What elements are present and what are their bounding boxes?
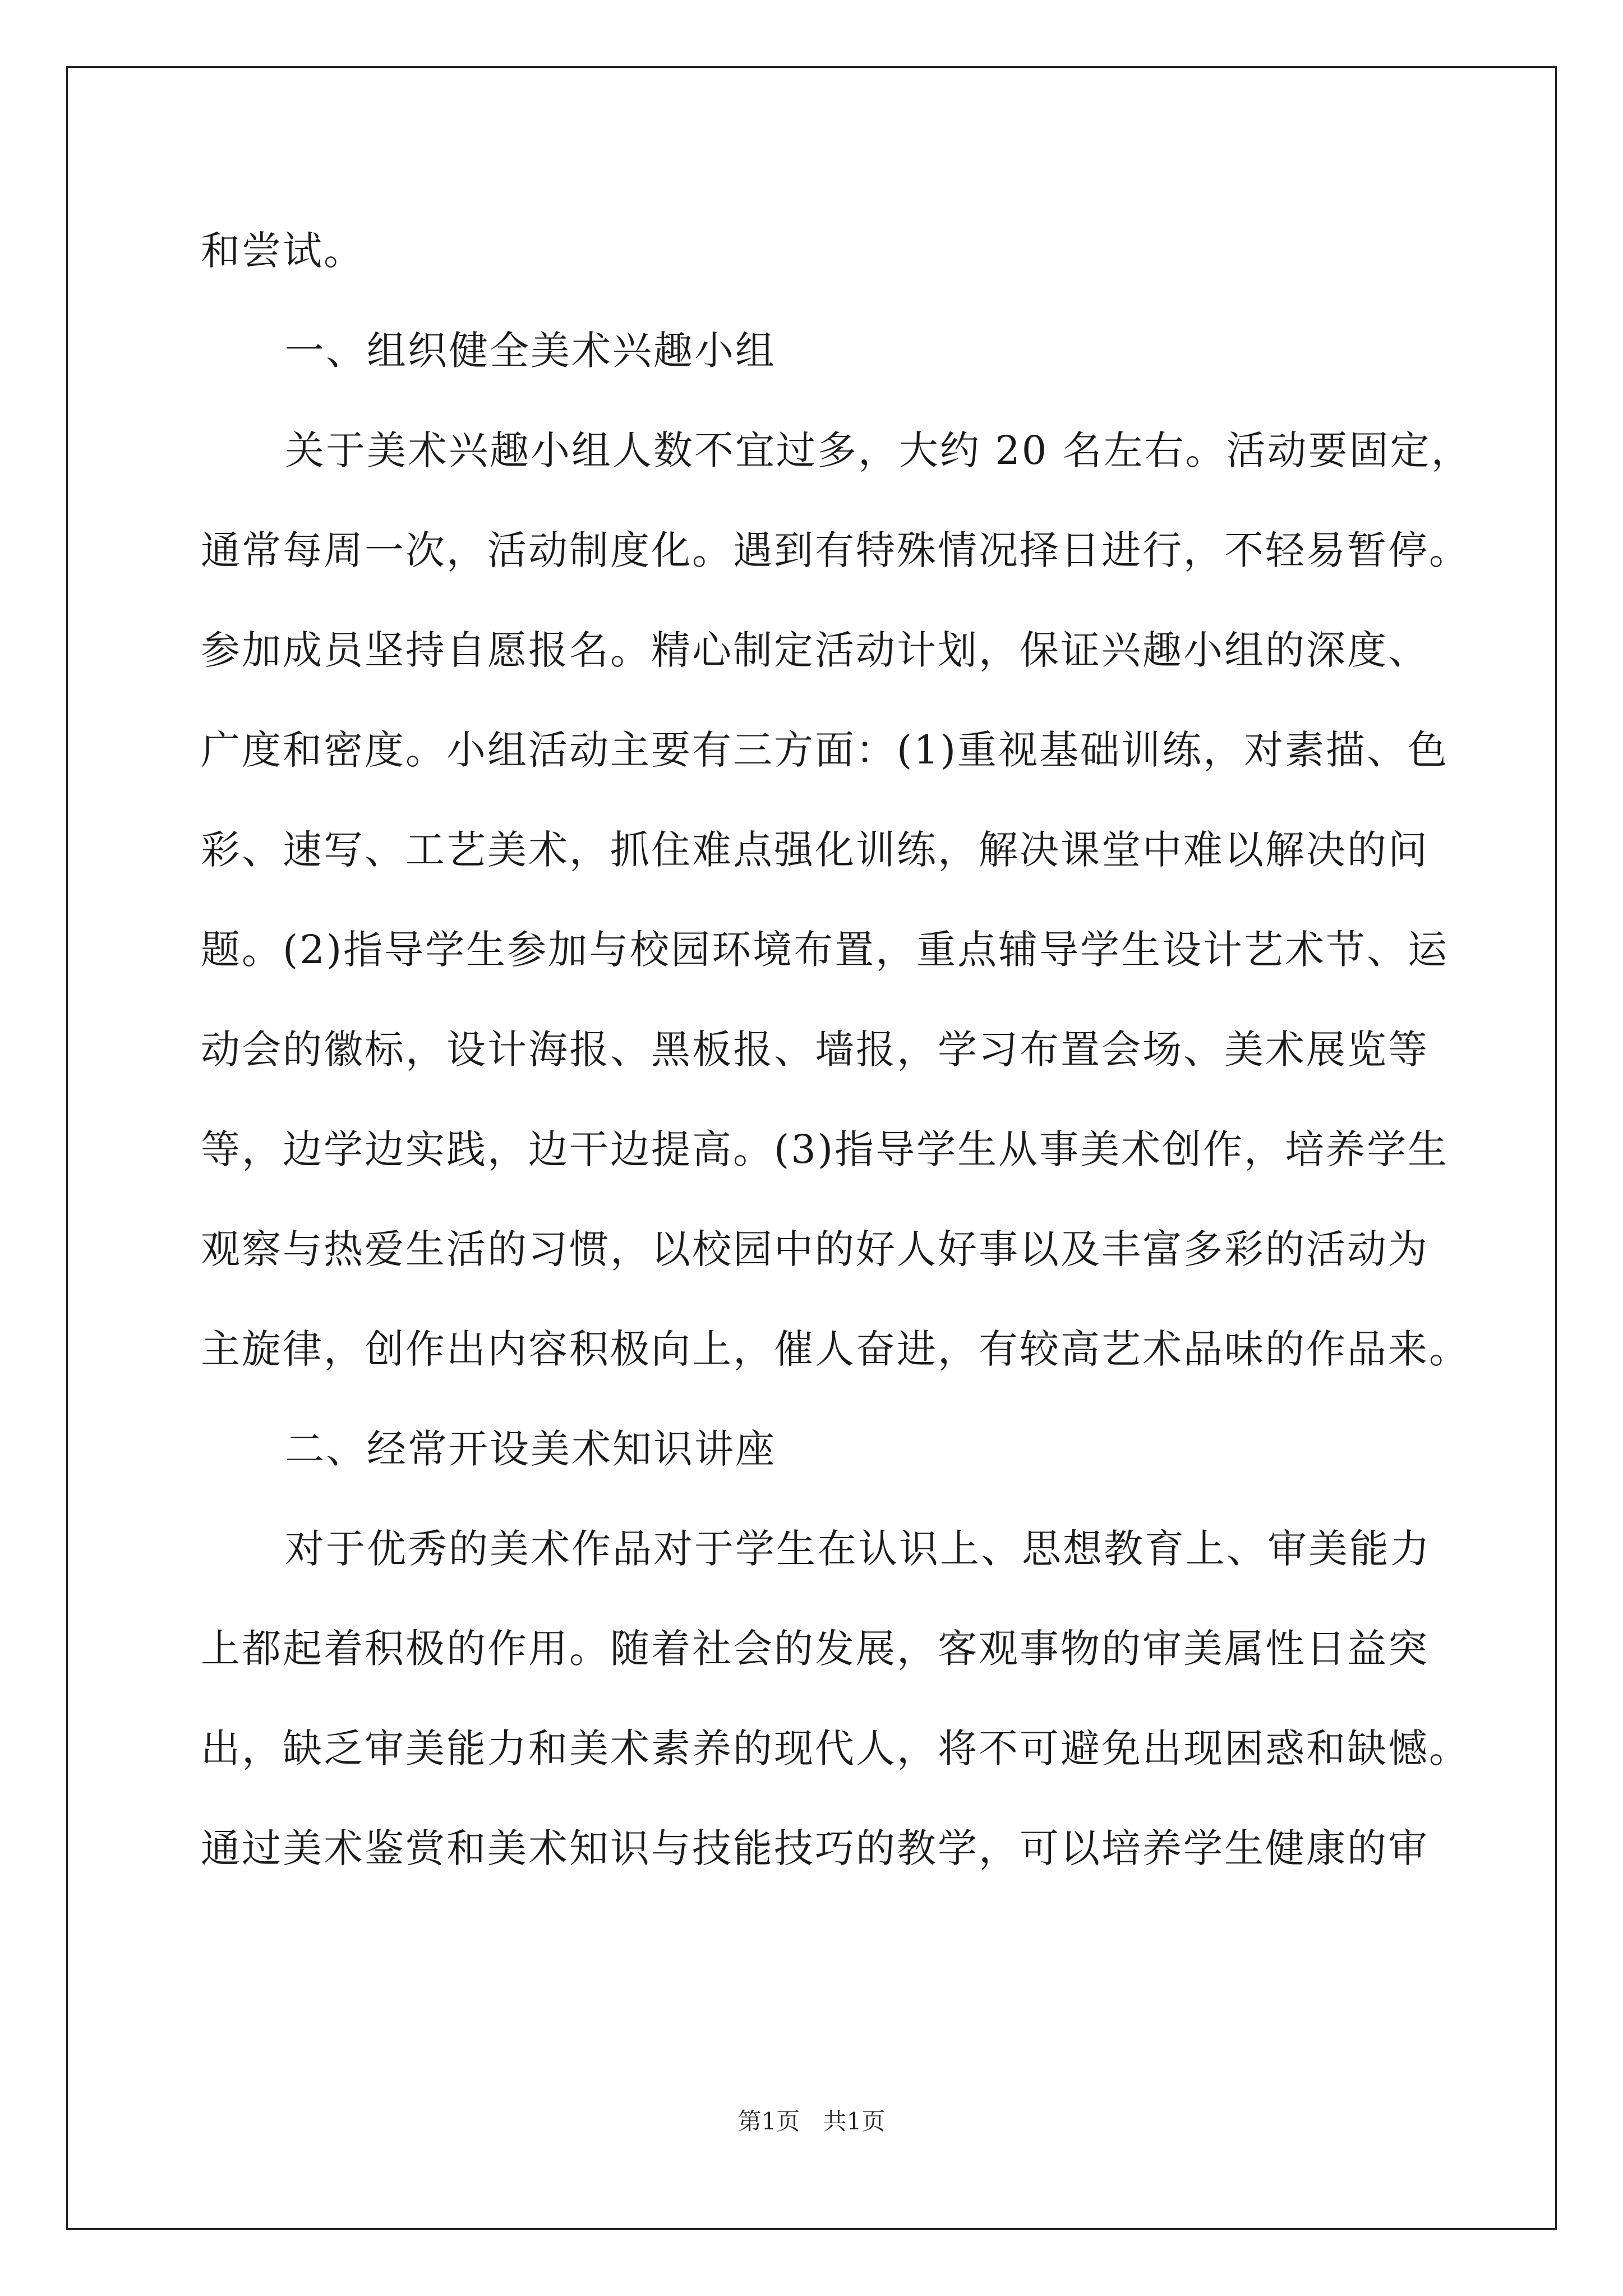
text-line: 关于美术兴趣小组人数不宜过多，大约 20 名左右。活动要固定， xyxy=(285,427,1472,473)
text-line: 观察与热爱生活的习惯，以校园中的好人好事以及丰富多彩的活动为 xyxy=(201,1226,1429,1272)
page-footer xyxy=(0,2105,1623,2138)
text-line: 广度和密度。小组活动主要有三方面：(1)重视基础训练，对素描、色 xyxy=(201,727,1449,773)
document-body xyxy=(201,201,1472,1898)
text-line: 和尝试。 xyxy=(201,228,365,274)
page-number: 第1页 xyxy=(737,2108,800,2135)
text-line: 参加成员坚持自愿报名。精心制定活动计划，保证兴趣小组的深度、 xyxy=(201,627,1429,673)
text-line: 上都起着积极的作用。随着社会的发展，客观事物的审美属性日益突 xyxy=(201,1626,1429,1672)
page-total: 共1页 xyxy=(823,2108,886,2135)
text-line: 题。(2)指导学生参加与校园环境布置，重点辅导学生设计艺术节、运 xyxy=(201,927,1449,973)
section-heading: 一、组织健全美术兴趣小组 xyxy=(285,328,776,374)
text-line: 彩、速写、工艺美术，抓住难点强化训练，解决课堂中难以解决的问 xyxy=(201,827,1429,873)
text-line: 通过美术鉴赏和美术知识与技能技巧的教学，可以培养学生健康的审 xyxy=(201,1825,1429,1871)
text-line: 出，缺乏审美能力和美术素养的现代人，将不可避免出现困惑和缺憾。 xyxy=(201,1726,1470,1772)
text-line: 通常每周一次，活动制度化。遇到有特殊情况择日进行，不轻易暂停。 xyxy=(201,527,1470,573)
section-heading: 二、经常开设美术知识讲座 xyxy=(285,1426,776,1472)
text-line: 主旋律，创作出内容积极向上，催人奋进，有较高艺术品味的作品来。 xyxy=(201,1326,1470,1372)
text-line: 对于优秀的美术作品对于学生在认识上、思想教育上、审美能力 xyxy=(285,1526,1431,1572)
text-line: 动会的徽标，设计海报、黑板报、墙报，学习布置会场、美术展览等 xyxy=(201,1027,1429,1073)
text-line: 等，边学边实践，边干边提高。(3)指导学生从事美术创作，培养学生 xyxy=(201,1126,1449,1172)
